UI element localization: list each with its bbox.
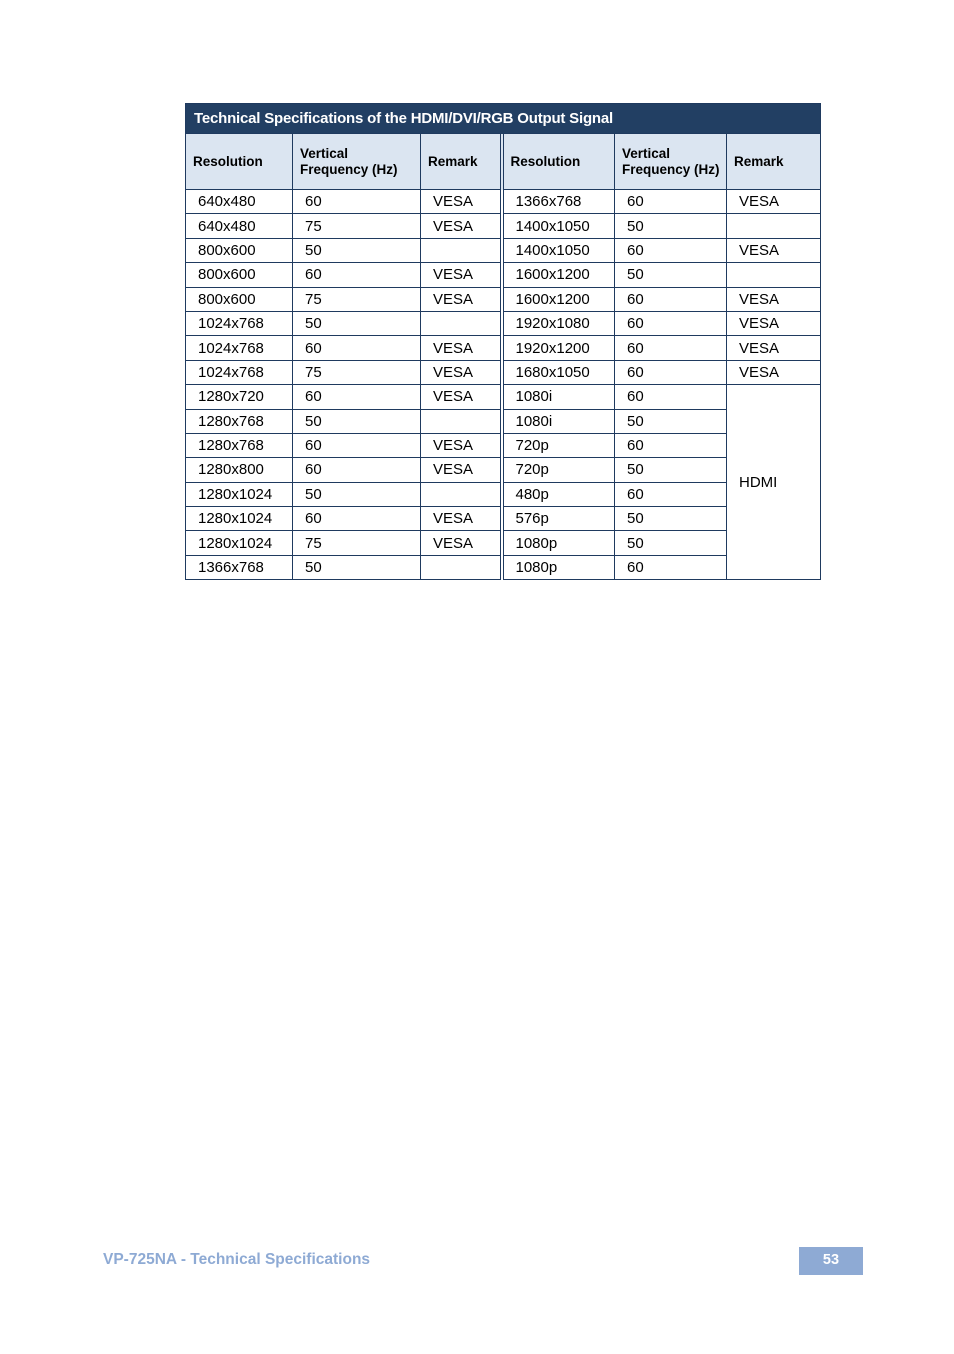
resolution-cell: 1280x1024 [186, 482, 293, 506]
table-row [186, 263, 821, 287]
frequency-cell: 60 [293, 385, 421, 409]
frequency-cell: 75 [293, 360, 421, 384]
table-row [186, 214, 821, 238]
resolution-cell: 640x480 [186, 214, 293, 238]
remark-cell: VESA [421, 458, 502, 482]
remark-cell: VESA [421, 214, 502, 238]
table-row [186, 238, 821, 262]
table-row [186, 433, 821, 457]
resolution-cell: 1024x768 [186, 336, 293, 360]
header-resolution-right: Resolution [502, 134, 615, 190]
resolution-cell: 800x600 [186, 263, 293, 287]
resolution-cell: 1920x1080 [502, 311, 615, 335]
resolution-cell: 1024x768 [186, 360, 293, 384]
frequency-cell: 60 [615, 311, 727, 335]
frequency-cell: 50 [615, 531, 727, 555]
remark-cell: VESA [421, 263, 502, 287]
resolution-cell: 1080p [502, 555, 615, 579]
remark-cell: VESA [421, 507, 502, 531]
remark-cell [727, 214, 821, 238]
resolution-cell: 1680x1050 [502, 360, 615, 384]
frequency-cell: 60 [293, 190, 421, 214]
resolution-cell: 1280x720 [186, 385, 293, 409]
resolution-cell: 1024x768 [186, 311, 293, 335]
resolution-cell: 480p [502, 482, 615, 506]
frequency-cell: 60 [615, 287, 727, 311]
frequency-cell: 60 [615, 336, 727, 360]
resolution-cell: 1366x768 [502, 190, 615, 214]
frequency-cell: 50 [293, 238, 421, 262]
table-header-row [186, 134, 821, 190]
resolution-cell: 1280x1024 [186, 507, 293, 531]
table-row [186, 555, 821, 579]
table-row [186, 287, 821, 311]
table-row [186, 190, 821, 214]
table-title: Technical Specifications of the HDMI/DVI/RGB Output Signal [186, 104, 821, 134]
frequency-cell: 50 [615, 409, 727, 433]
frequency-cell: 60 [615, 385, 727, 409]
table-row [186, 531, 821, 555]
header-frequency-left: Vertical Frequency (Hz) [293, 134, 421, 190]
resolution-cell: 1280x1024 [186, 531, 293, 555]
frequency-cell: 50 [615, 263, 727, 287]
resolution-cell: 1080p [502, 531, 615, 555]
remark-cell: VESA [727, 336, 821, 360]
frequency-cell: 60 [615, 190, 727, 214]
table-row [186, 482, 821, 506]
remark-cell [421, 555, 502, 579]
resolution-cell: 1366x768 [186, 555, 293, 579]
resolution-cell: 1280x768 [186, 433, 293, 457]
resolution-cell: 1600x1200 [502, 287, 615, 311]
remark-cell: VESA [421, 336, 502, 360]
frequency-cell: 75 [293, 287, 421, 311]
frequency-cell: 60 [615, 555, 727, 579]
remark-cell: VESA [421, 190, 502, 214]
remark-cell: VESA [421, 531, 502, 555]
remark-cell: VESA [421, 433, 502, 457]
frequency-cell: 50 [293, 409, 421, 433]
frequency-cell: 75 [293, 214, 421, 238]
remark-cell [727, 263, 821, 287]
resolution-cell: 800x600 [186, 287, 293, 311]
resolution-cell: 1600x1200 [502, 263, 615, 287]
frequency-cell: 60 [615, 360, 727, 384]
table-row [186, 385, 821, 409]
frequency-cell: 50 [615, 507, 727, 531]
output-signal-table [185, 103, 821, 580]
resolution-cell: 720p [502, 433, 615, 457]
resolution-cell: 1280x768 [186, 409, 293, 433]
frequency-cell: 60 [293, 336, 421, 360]
frequency-cell: 75 [293, 531, 421, 555]
header-resolution-left: Resolution [186, 134, 293, 190]
header-remark-right: Remark [727, 134, 821, 190]
frequency-cell: 60 [615, 433, 727, 457]
resolution-cell: 720p [502, 458, 615, 482]
resolution-cell: 640x480 [186, 190, 293, 214]
resolution-cell: 1280x800 [186, 458, 293, 482]
table-row [186, 311, 821, 335]
frequency-cell: 60 [615, 482, 727, 506]
frequency-cell: 50 [293, 555, 421, 579]
frequency-cell: 50 [615, 458, 727, 482]
resolution-cell: 576p [502, 507, 615, 531]
remark-cell [421, 409, 502, 433]
header-frequency-right: Vertical Frequency (Hz) [615, 134, 727, 190]
resolution-cell: 1400x1050 [502, 214, 615, 238]
remark-cell: VESA [727, 238, 821, 262]
header-remark-left: Remark [421, 134, 502, 190]
remark-cell: VESA [421, 360, 502, 384]
frequency-cell: 50 [293, 482, 421, 506]
table-row [186, 336, 821, 360]
resolution-cell: 1080i [502, 409, 615, 433]
hdmi-remark-cell: HDMI [727, 385, 821, 580]
frequency-cell: 50 [615, 214, 727, 238]
frequency-cell: 60 [615, 238, 727, 262]
remark-cell [421, 238, 502, 262]
table-row [186, 507, 821, 531]
frequency-cell: 60 [293, 433, 421, 457]
remark-cell: VESA [727, 287, 821, 311]
remark-cell: VESA [727, 311, 821, 335]
footer-document-title: VP-725NA - Technical Specifications [103, 1251, 371, 1268]
resolution-cell: 1920x1200 [502, 336, 615, 360]
frequency-cell: 60 [293, 507, 421, 531]
remark-cell: VESA [421, 385, 502, 409]
table-row [186, 360, 821, 384]
remark-cell: VESA [421, 287, 502, 311]
resolution-cell: 1400x1050 [502, 238, 615, 262]
table-body [186, 190, 821, 580]
page-number-badge: 53 [799, 1247, 863, 1275]
frequency-cell: 60 [293, 263, 421, 287]
remark-cell [421, 311, 502, 335]
frequency-cell: 60 [293, 458, 421, 482]
resolution-cell: 800x600 [186, 238, 293, 262]
remark-cell: VESA [727, 190, 821, 214]
table-row [186, 409, 821, 433]
remark-cell: VESA [727, 360, 821, 384]
frequency-cell: 50 [293, 311, 421, 335]
resolution-cell: 1080i [502, 385, 615, 409]
table-row [186, 458, 821, 482]
remark-cell [421, 482, 502, 506]
